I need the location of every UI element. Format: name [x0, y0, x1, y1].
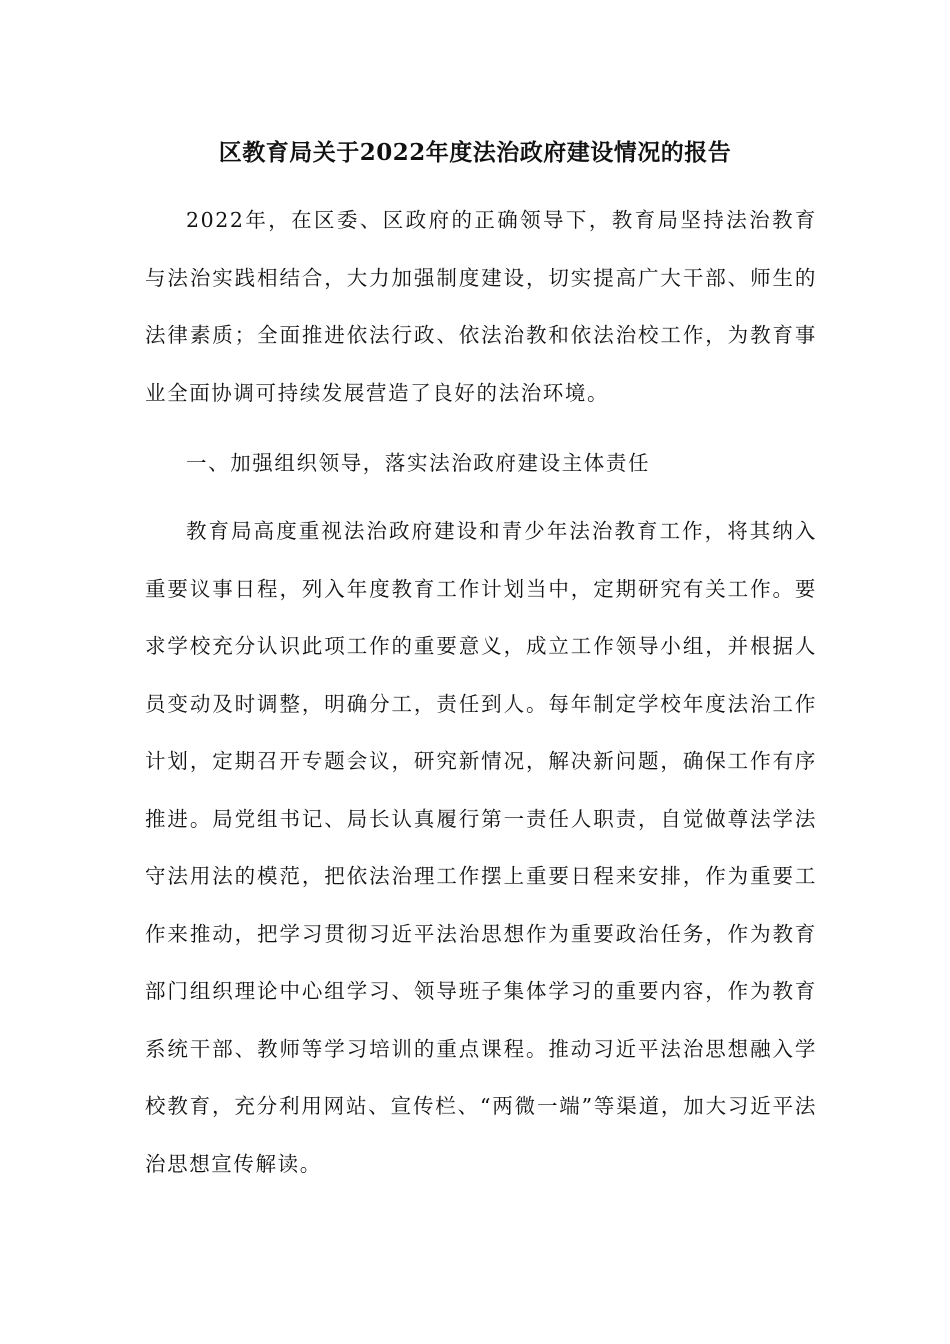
document-title: 区教育局关于2022年度法治政府建设情况的报告	[218, 139, 732, 166]
section-1-paragraph: 教育局高度重视法治政府建设和青少年法治教育工作，将其纳入重要议事日程，列入年度教育工作计划当中，定期研究有关工作。要求学校充分认识此项工作的重要意义，成立工作领导小组，并根据人员变动及时调整，明确分工，责任到人。每年制定学校年度法治工作计划，定期召开专题会议，研究新情况，解决新问题，确保工作有序推进。局党组书记、局长认真履行第一责任人职责，自觉做尊法学法守法用法的模范，把依法治理工作摆上重要日程来安排，作为重要工作来推动，把学习贯彻习近平法治思想作为重要政治任务，作为教育部门组织理论中心组学习、领导班子集体学习的重要内容，作为教育系统干部、教师等学习培训的重点课程。推动习近平法治思想融入学校教育，充分利用网站、宣传栏、“两微一端”等渠道，加大习近平法治思想宣传解读。	[145, 519, 817, 1176]
section-heading-1: 一、加强组织领导，落实法治政府建设主体责任	[186, 451, 651, 475]
intro-paragraph: 2022年，在区委、区政府的正确领导下，教育局坚持法治教育与法治实践相结合，大力加强制度建设，切实提高广大干部、师生的法律素质；全面推进依法行政、依法治教和依法治校工作，为教育事业全面协调可持续发展营造了良好的法治环境。	[145, 208, 817, 405]
